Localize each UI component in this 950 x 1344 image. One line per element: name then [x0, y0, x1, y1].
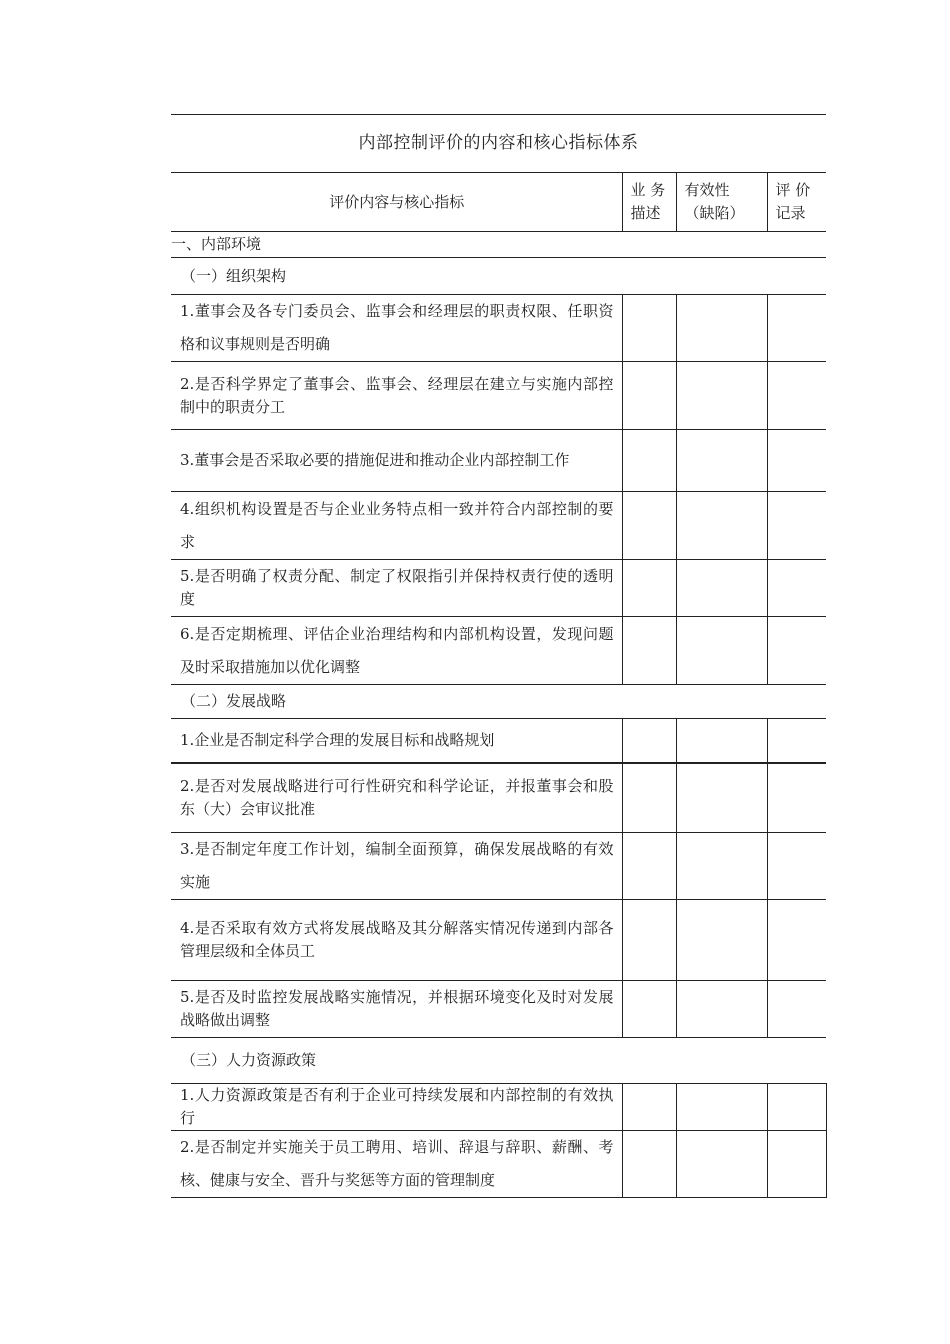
- table-row: [171, 719, 826, 763]
- effectiveness-cell[interactable]: [676, 981, 767, 1038]
- header-record: [767, 173, 826, 232]
- business-cell[interactable]: [622, 1084, 676, 1131]
- table-row: [171, 763, 826, 833]
- effectiveness-cell[interactable]: [676, 763, 767, 833]
- subsection-row: [171, 1038, 826, 1084]
- item-text: 5.是否及时监控发展战略实施情况，并根据环境变化及时对发展战略做出调整: [171, 981, 622, 1038]
- effectiveness-cell[interactable]: [676, 833, 767, 900]
- item-text: 2.是否制定并实施关于员工聘用、培训、辞退与辞职、薪酬、考核、健康与安全、晋升与奖惩等方面的管理制度: [171, 1131, 622, 1198]
- table-row: [171, 833, 826, 900]
- business-cell[interactable]: [622, 719, 676, 763]
- business-cell[interactable]: [622, 763, 676, 833]
- subsection-label: （二）发展战略: [171, 685, 826, 719]
- effectiveness-cell[interactable]: [676, 900, 767, 981]
- record-cell[interactable]: [767, 833, 826, 900]
- effectiveness-cell[interactable]: [676, 295, 767, 362]
- header-effectiveness-text: 有效性 （缺陷）: [684, 181, 745, 222]
- header-effectiveness: [676, 173, 767, 232]
- table-row: [171, 492, 826, 560]
- item-text: 1.人力资源政策是否有利于企业可持续发展和内部控制的有效执行: [171, 1084, 622, 1131]
- business-cell[interactable]: [622, 981, 676, 1038]
- business-cell[interactable]: [622, 617, 676, 685]
- item-text: 3.是否制定年度工作计划，编制全面预算，确保发展战略的有效实施: [171, 833, 622, 900]
- header-content: 评价内容与核心指标: [171, 173, 622, 232]
- table-row: [171, 900, 826, 981]
- record-cell[interactable]: [767, 295, 826, 362]
- effectiveness-cell[interactable]: [676, 617, 767, 685]
- record-cell[interactable]: [767, 617, 826, 685]
- table-row: [171, 295, 826, 362]
- item-text: 4.是否采取有效方式将发展战略及其分解落实情况传递到内部各管理层级和全体员工: [171, 900, 622, 981]
- section-label: 一、内部环境: [171, 232, 826, 258]
- table-row: [171, 617, 826, 685]
- effectiveness-cell[interactable]: [676, 362, 767, 430]
- item-text: 5.是否明确了权责分配、制定了权限指引并保持权责行使的透明度: [171, 560, 622, 617]
- subsection-row: [171, 258, 826, 295]
- effectiveness-cell[interactable]: [676, 719, 767, 763]
- item-text: 4.组织机构设置是否与企业业务特点相一致并符合内部控制的要求: [171, 492, 622, 560]
- business-cell[interactable]: [622, 430, 676, 492]
- record-cell[interactable]: [767, 492, 826, 560]
- record-cell[interactable]: [767, 900, 826, 981]
- table-row: [171, 430, 826, 492]
- table-row: [171, 362, 826, 430]
- business-cell[interactable]: [622, 362, 676, 430]
- effectiveness-cell[interactable]: [676, 1084, 767, 1131]
- header-business: [622, 173, 676, 232]
- business-cell[interactable]: [622, 1131, 676, 1198]
- effectiveness-cell[interactable]: [676, 560, 767, 617]
- business-cell[interactable]: [622, 900, 676, 981]
- subsection-label: （一）组织架构: [171, 258, 826, 295]
- item-text: 1.企业是否制定科学合理的发展目标和战略规划: [171, 719, 622, 763]
- table-row: [171, 981, 826, 1038]
- business-cell[interactable]: [622, 833, 676, 900]
- table-row: [171, 1131, 826, 1198]
- section-row: [171, 232, 826, 258]
- effectiveness-cell[interactable]: [676, 430, 767, 492]
- document-title: 内部控制评价的内容和核心指标体系: [358, 133, 639, 153]
- table-row: [171, 1084, 826, 1131]
- record-cell[interactable]: [767, 763, 826, 833]
- table-row: [171, 560, 826, 617]
- header-business-text: 业 务 描述: [630, 181, 666, 222]
- business-cell[interactable]: [622, 560, 676, 617]
- record-cell[interactable]: [767, 719, 826, 763]
- item-text: 6.是否定期梳理、评估企业治理结构和内部机构设置，发现问题及时采取措施加以优化调整: [171, 617, 622, 685]
- record-cell[interactable]: [767, 560, 826, 617]
- header-record-text: 评 价 记录: [775, 181, 811, 222]
- item-text: 1.董事会及各专门委员会、监事会和经理层的职责权限、任职资格和议事规则是否明确: [171, 295, 622, 362]
- record-cell[interactable]: [767, 1084, 826, 1131]
- record-cell[interactable]: [767, 430, 826, 492]
- table-header-row: [171, 173, 826, 232]
- top-rule: [171, 114, 826, 115]
- subsection-row: [171, 685, 826, 719]
- business-cell[interactable]: [622, 295, 676, 362]
- item-text: 2.是否科学界定了董事会、监事会、经理层在建立与实施内部控制中的职责分工: [171, 362, 622, 430]
- record-cell[interactable]: [767, 981, 826, 1038]
- business-cell[interactable]: [622, 492, 676, 560]
- evaluation-table: [171, 172, 827, 1198]
- effectiveness-cell[interactable]: [676, 492, 767, 560]
- item-text: 2.是否对发展战略进行可行性研究和科学论证，并报董事会和股东（大）会审议批准: [171, 763, 622, 833]
- effectiveness-cell[interactable]: [676, 1131, 767, 1198]
- subsection-label: （三）人力资源政策: [181, 1051, 317, 1069]
- record-cell[interactable]: [767, 362, 826, 430]
- record-cell[interactable]: [767, 1131, 826, 1198]
- item-text: 3.董事会是否采取必要的措施促进和推动企业内部控制工作: [171, 430, 622, 492]
